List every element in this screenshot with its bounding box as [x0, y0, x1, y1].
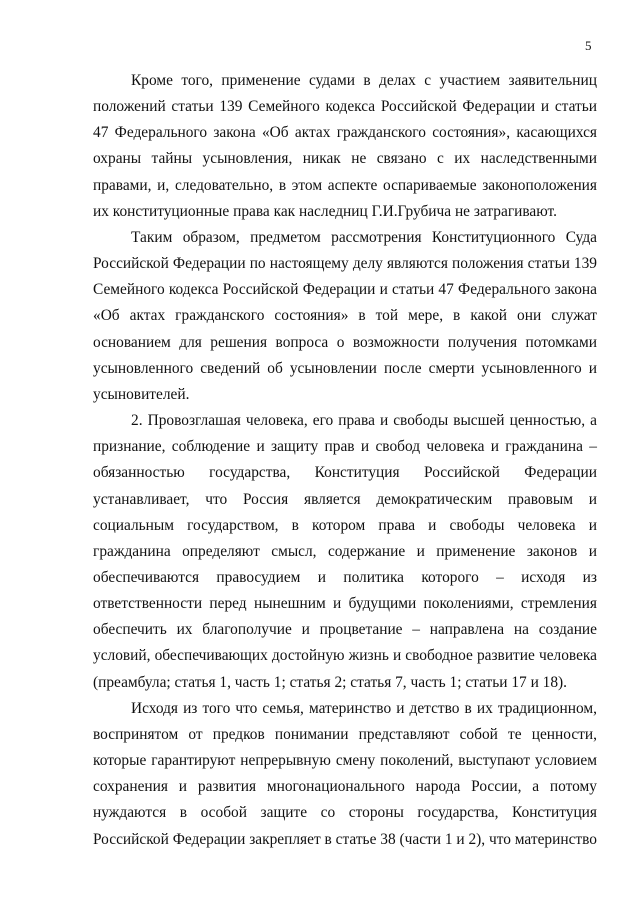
page-number: 5: [585, 38, 592, 53]
document-body: [93, 68, 597, 853]
paragraph: Исходя из того что семья, материнство и детство в их традиционном, воспринятом от предков понимании представляют собой те ценности, которые гарантируют непрерывную смену поколений, выступают условием сохранения и развития многонационального народа России, а потому нуждаются в особой защите со стороны государства, Конституция Российской Федерации закрепляет в статье 38 (части 1 и 2), что материнство: [93, 699, 597, 848]
paragraph: Таким образом, предметом рассмотрения Конституционного Суда Российской Федерации по настоящему делу являются положения статьи 139 Семейного кодекса Российской Федерации и статьи 47 Федерального закона «Об актах гражданского состояния» в той мере, в какой они служат основанием для решения вопроса о возможности получения потомками усыновленного сведений об усыновлении после смерти усыновленного и усыновителей.: [93, 228, 597, 403]
paragraph: Кроме того, применение судами в делах с участием заявительниц положений статьи 139 Семейного кодекса Российской Федерации и статьи 47 Федерального закона «Об актах гражданского состояния», касающихся охраны тайны усыновления, никак не связано с их наследственными правами, и, следовательно, в этом аспекте оспариваемые законоположения их конституционные права как наследниц Г.И.Грубича не затрагивают.: [93, 72, 597, 220]
paragraph: 2. Провозглашая человека, его права и свободы высшей ценностью, а признание, соблюдение и защиту прав и свобод человека и гражданина – обязанностью государства, Конституция Российской Федерации устанавливает, что Россия является демократическим правовым и социальным государством, в котором права и свободы человека и гражданина определяют смысл, содержание и применение законов и обеспечиваются правосудием и политика которого – исходя из ответственности перед нынешним и будущими поколениями, стремления обеспечить их благополучие и процветание – направлена на создание условий, обеспечивающих достойную жизнь и свободное развитие человека (преамбула; статья 1, часть 1; статья 2; статья 7, часть 1; статьи 17 и 18).: [93, 412, 597, 691]
